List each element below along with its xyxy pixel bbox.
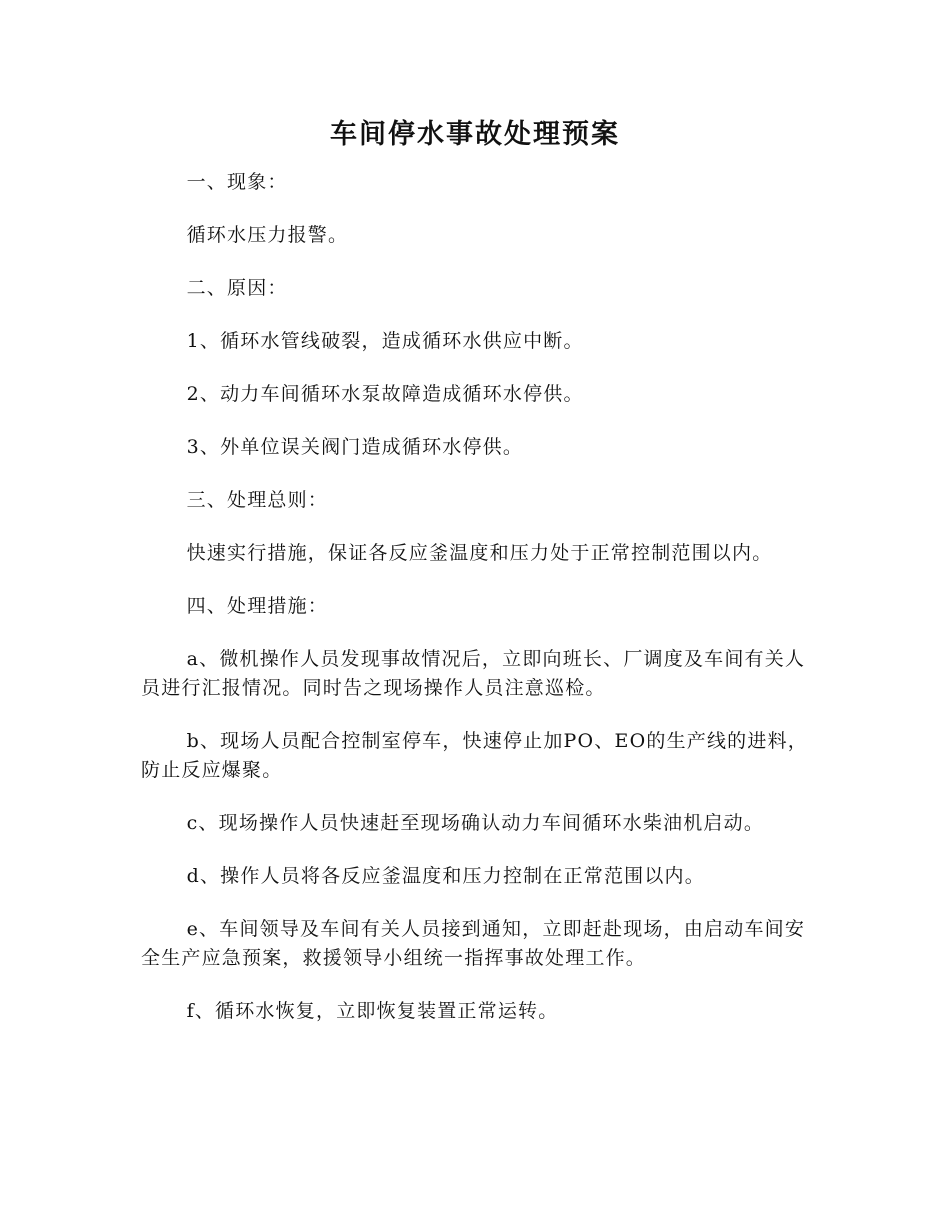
paragraph-phenomenon: 循环水压力报警。 bbox=[186, 224, 349, 246]
measure-item-e: e、车间领导及车间有关人员接到通知，立即赶赴现场，由启动车间安全生产应急预案，救援领导小组统一指挥事故处理工作。 bbox=[141, 918, 806, 969]
measure-item-d: d、操作人员将各反应釜温度和压力控制在正常范围以内。 bbox=[186, 865, 705, 887]
cause-item-2: 2、动力车间循环水泵故障造成循环水停供。 bbox=[186, 383, 584, 405]
measure-item-a: a、微机操作人员发现事故情况后，立即向班长、厂调度及车间有关人员进行汇报情况。同时告之现场操作人员注意巡检。 bbox=[141, 648, 806, 699]
cause-item-3: 3、外单位误关阀门造成循环水停供。 bbox=[186, 436, 524, 458]
document-body bbox=[141, 168, 811, 1050]
heading-phenomenon: 一、现象： bbox=[186, 171, 288, 193]
measure-item-c: c、现场操作人员快速赶至现场确认动力车间循环水柴油机启动。 bbox=[186, 812, 765, 834]
document-title: 车间停水事故处理预案 bbox=[330, 119, 620, 150]
measure-item-f: f、循环水恢复，立即恢复装置正常运转。 bbox=[186, 1000, 559, 1022]
heading-measures: 四、处理措施： bbox=[186, 595, 328, 617]
paragraph-principle: 快速实行措施，保证各反应釜温度和压力处于正常控制范围以内。 bbox=[186, 542, 773, 564]
measure-item-b: b、现场人员配合控制室停车，快速停止加PO、EO的生产线的进料，防止反应爆聚。 bbox=[141, 730, 808, 781]
heading-cause: 二、原因： bbox=[186, 277, 288, 299]
heading-principle: 三、处理总则： bbox=[186, 489, 328, 511]
cause-item-1: 1、循环水管线破裂，造成循环水供应中断。 bbox=[186, 330, 584, 352]
